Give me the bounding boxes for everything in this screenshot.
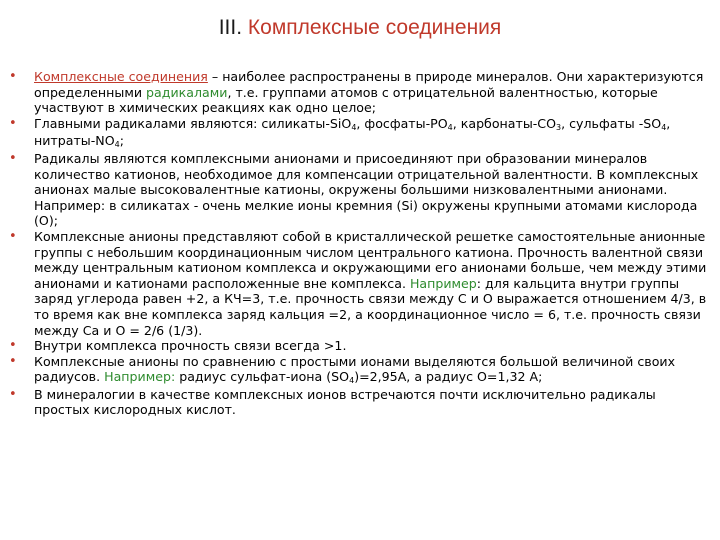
- item-text: , нитраты-NO: [34, 115, 671, 149]
- bullet-icon: •: [9, 115, 17, 131]
- item-text: , карбонаты-CO: [452, 115, 557, 131]
- slide-title: [0, 14, 720, 42]
- term-highlight: Комплексные соединения: [34, 69, 208, 84]
- green-highlight: Например:: [104, 369, 176, 385]
- item-text: Комплексные анионы по сравнению с простыми ионами выделяются большой величиной своих радиусов.: [34, 353, 676, 385]
- list-item: [9, 387, 709, 418]
- subscript: 4: [349, 376, 355, 386]
- item-text: : для кальцита внутри группы заряд углерода равен +2, а КЧ=3, т.е. прочность связи между С и О выражается отношением 4/3, в то время как вне комплекса заряд кальция =2, а координационное число = 6, т.е. прочность связи между Са и О = 2/6 (1/3).: [34, 275, 707, 338]
- list-item: [9, 69, 709, 116]
- item-text: Комплексные анионы представляют собой в кристаллической решетке самостоятельные анионные группы с небольшим координационным числом центрального катиона. Прочность валентной связи между центральным катионом комплекса и окружающими его анионами больше, чем между этими анионами и катионами расположенные вне комплекса.: [34, 228, 707, 291]
- item-text: , фосфаты-PO: [356, 115, 448, 131]
- bullet-icon: •: [9, 228, 17, 244]
- bullet-list: [9, 69, 709, 418]
- item-text: Радикалы являются комплексными анионами и присоединяют при образовании минералов количество катионов, необходимое для компенсации отрицательной валентности. В комплексных анионах малые высоковалентные катионы, окружены большими низковалентными анионами. Например: в силикатах - очень мелкие ионы кремния (Si) окружены крупными атомами кислорода (O);: [34, 150, 699, 229]
- item-text: ;: [119, 133, 124, 149]
- green-highlight: радикалами: [146, 84, 228, 100]
- bullet-icon: •: [9, 338, 17, 354]
- subscript: 4: [351, 122, 357, 132]
- title-number: III.: [218, 16, 243, 39]
- item-text: радиус сульфат-иона (SO: [175, 369, 350, 385]
- title-text: Комплексные соединения: [247, 16, 502, 39]
- subscript: 3: [556, 122, 562, 132]
- bullet-icon: •: [9, 150, 17, 166]
- subscript: 4: [447, 122, 453, 132]
- bullet-icon: •: [9, 353, 17, 369]
- list-item: [9, 229, 709, 338]
- green-highlight: Например: [409, 275, 477, 291]
- list-item: [9, 151, 709, 229]
- item-text: )=2,95А, а радиус O=1,32 А;: [354, 369, 543, 385]
- bullet-icon: •: [9, 386, 17, 402]
- item-text: – наиболее распространены в природе минералов. Они характеризуются определенными: [34, 69, 704, 100]
- item-text: , т.е. группами атомов с отрицательной валентностью, которые участвуют в химических реакциях как одно целое;: [34, 84, 658, 116]
- subscript: 4: [661, 122, 667, 132]
- item-text: Главными радикалами являются: силикаты-SiO: [34, 115, 352, 131]
- list-item: [9, 116, 709, 151]
- subscript: 4: [114, 140, 120, 150]
- list-item: [9, 354, 709, 387]
- item-text: Внутри комплекса прочность связи всегда >1.: [34, 338, 347, 354]
- item-text: В минералогии в качестве комплексных ионов встречаются почти исключительно радикалы простых кислородных кислот.: [34, 386, 656, 418]
- bullet-icon: •: [9, 69, 17, 84]
- list-item: [9, 338, 709, 354]
- item-text: , сульфаты -SO: [561, 115, 662, 131]
